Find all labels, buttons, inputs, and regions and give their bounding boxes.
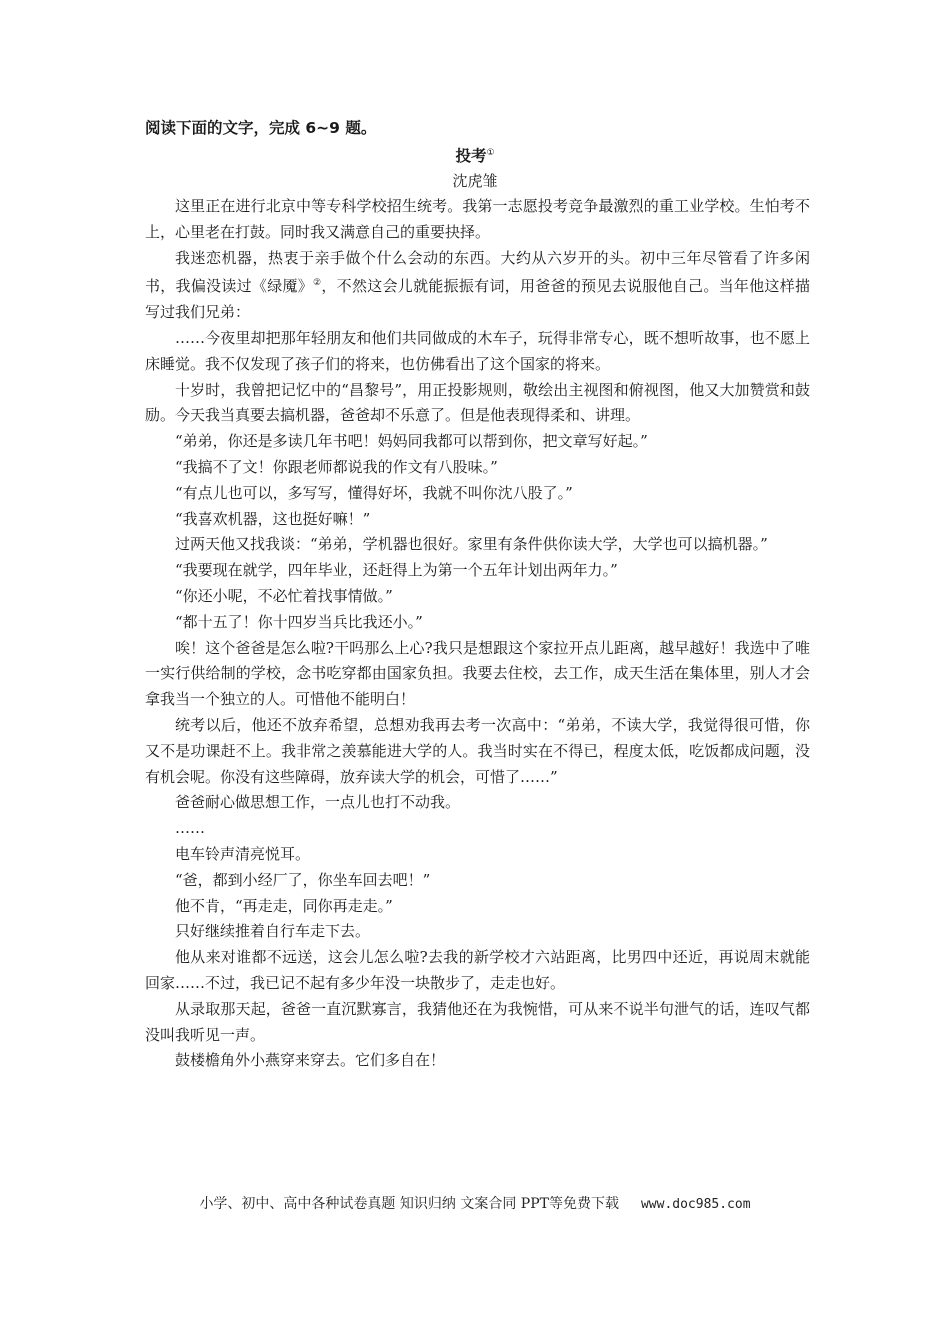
paragraph: 只好继续推着自行车走下去。 xyxy=(175,922,371,941)
paragraph-text: 我迷恋机器，热衷于亲手做个什么会动的东西。大约从六岁开的头。初中三年尽管看了许多闲书，我偏没读过《绿魇》 xyxy=(145,248,810,296)
question-instruction: 阅读下面的文字，完成 6~9 题。 xyxy=(145,119,377,137)
ellipsis-separator: …… xyxy=(175,819,205,838)
paragraph: 电车铃声清亮悦耳。 xyxy=(175,844,311,863)
dialogue-line: “都十五了！你十四岁当兵比我还小。” xyxy=(175,612,423,631)
paragraph: 鼓楼檐角外小燕穿来穿去。它们多自在！ xyxy=(175,1051,446,1070)
dialogue-line: “我要现在就学，四年毕业，还赶得上为第一个五年计划出两年力。” xyxy=(175,561,618,580)
paragraph: 爸爸耐心做思想工作，一点儿也打不动我。 xyxy=(175,793,461,812)
dialogue-line: “你还小呢，不必忙着找事情做。” xyxy=(175,586,393,605)
article-title xyxy=(0,144,950,166)
dialogue-line: “有点儿也可以，多写写，懂得好坏，我就不叫你沈八股了。” xyxy=(175,483,573,502)
paragraph: 统考以后，他还不放弃希望，总想劝我再去考一次高中：“弟弟，不读大学，我觉得很可惜，你又不是功课赶不上。我非常之羡慕能进大学的人。我当时实在不得已，程度太低，吃饭都成问题，没有机会呢。你没有这些障碍，放弃读大学的机会，可惜了……” xyxy=(145,715,810,786)
title-footnote-marker: ① xyxy=(486,147,495,158)
dialogue-line: “爸，都到小经厂了，你坐车回去吧！” xyxy=(175,870,431,889)
footer-site: www.doc985.com xyxy=(640,1197,751,1212)
footnote-marker: ② xyxy=(313,278,322,289)
article-body xyxy=(145,194,810,1074)
footer-text: 小学、初中、高中各种试卷真题 知识归纳 文案合同 PPT等免费下载 xyxy=(199,1196,619,1212)
paragraph: 唉！这个爸爸是怎么啦?干吗那么上心?我只是想跟这个家拉开点儿距离，越早越好！我选中了唯一实行供给制的学校，念书吃穿都由国家负担。我要去住校，去工作，成天生活在集体里，别人才会拿我当一个独立的人。可惜他不能明白！ xyxy=(145,638,810,709)
paragraph: 从录取那天起，爸爸一直沉默寡言，我猜他还在为我惋惜，可从来不说半句泄气的话，连叹气都没叫我听见一声。 xyxy=(145,999,810,1044)
dialogue-line: “我喜欢机器，这也挺好嘛！” xyxy=(175,509,371,528)
paragraph: ……今夜里却把那年轻朋友和他们共同做成的木车子，玩得非常专心，既不想听故事，也不愿上床睡觉。我不仅发现了孩子们的将来，也仿佛看出了这个国家的将来。 xyxy=(145,328,810,373)
paragraph: 这里正在进行北京中等专科学校招生统考。我第一志愿投考竞争最激烈的重工业学校。生怕考不上，心里老在打鼓。同时我又满意自己的重要抉择。 xyxy=(145,197,810,241)
article-author: 沈虎雏 xyxy=(452,172,498,190)
dialogue-line: “弟弟，你还是多读几年书吧！妈妈同我都可以帮到你，把文章写好起。” xyxy=(175,432,648,451)
article-title-text: 投考 xyxy=(455,147,487,165)
page-footer xyxy=(0,1193,950,1213)
paragraph: 十岁时，我曾把记忆中的“昌黎号”，用正投影规则，敬绘出主视图和俯视图，他又大加赞赏和鼓励。今天我当真要去搞机器，爸爸却不乐意了。但是他表现得柔和、讲理。 xyxy=(145,380,810,425)
dialogue-line: “我搞不了文！你跟老师都说我的作文有八股味。” xyxy=(175,457,498,476)
paragraph-text: ，不然这会儿就能振振有词，用爸爸的预见去说服他自己。当年他这样描写过我们兄弟： xyxy=(145,277,810,322)
paragraph: 过两天他又找我谈：“弟弟，学机器也很好。家里有条件供你读大学，大学也可以搞机器。” xyxy=(175,535,768,554)
paragraph xyxy=(145,246,810,326)
paragraph: 他不肯，“再走走，同你再走走。” xyxy=(175,896,393,915)
paragraph: 他从来对谁都不远送，这会儿怎么啦?去我的新学校才六站距离，比男四中还近，再说周末就能回家……不过，我已记不起有多少年没一块散步了，走走也好。 xyxy=(145,948,810,992)
